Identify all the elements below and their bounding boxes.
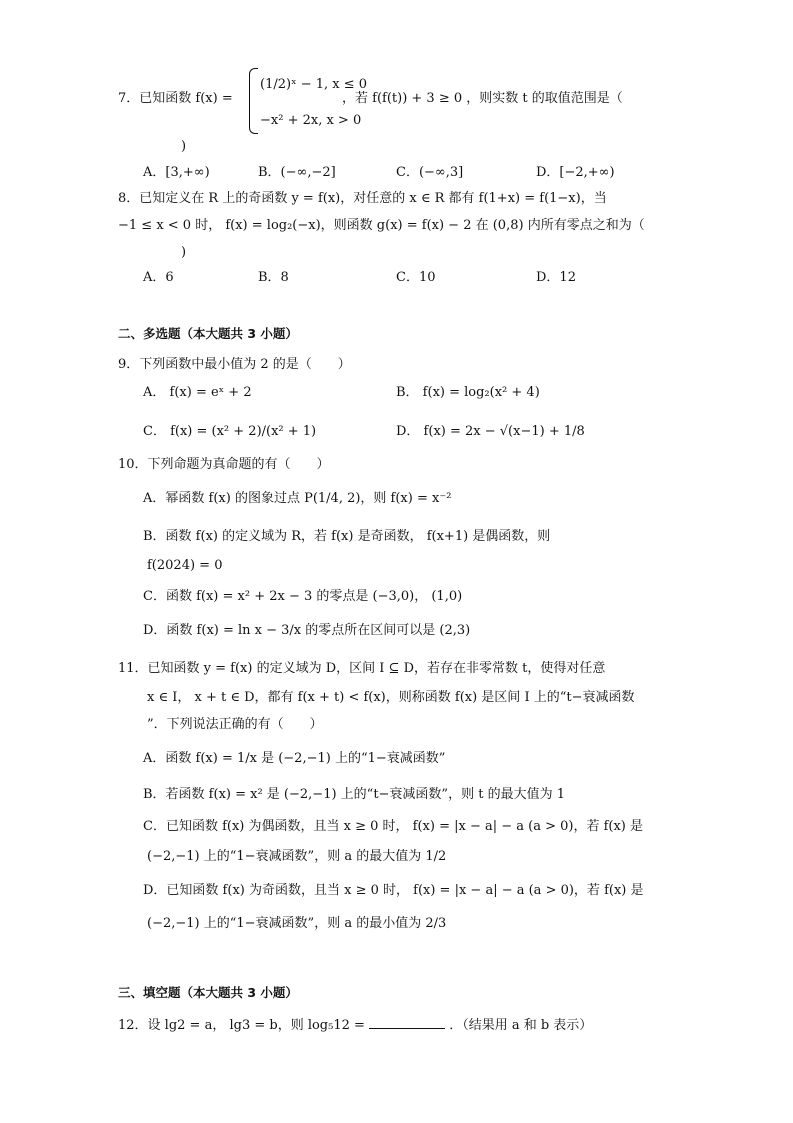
q12-prefix: 12．设 lg2 = a， lg3 = b，则 log₅12 = bbox=[118, 1018, 365, 1033]
q11-option-b[interactable]: B．若函数 f(x) = x² 是 (−2,−1) 上的“t−衰减函数”，则 t 的最大值为 1 bbox=[143, 787, 565, 802]
q9-stem: 9．下列函数中最小值为 2 的是（ ） bbox=[118, 357, 351, 372]
piecewise-brace bbox=[249, 68, 258, 134]
q7-piece-2: −x² + 2x, x > 0 bbox=[260, 113, 362, 128]
q9-option-c[interactable]: C． f(x) = (x² + 2)/(x² + 1) bbox=[143, 424, 317, 439]
q8-option-a[interactable]: A．6 bbox=[143, 270, 174, 285]
q10-option-b-continued: f(2024) = 0 bbox=[147, 558, 223, 573]
q10-option-a[interactable]: A．幂函数 f(x) 的图象过点 P(1/4, 2)，则 f(x) = x⁻² bbox=[143, 491, 452, 506]
q7-option-b[interactable]: B．(−∞,−2] bbox=[258, 165, 336, 180]
q10-stem: 10．下列命题为真命题的有（ ） bbox=[118, 457, 330, 472]
q7-option-a[interactable]: A．[3,+∞) bbox=[143, 165, 210, 180]
q10-option-d[interactable]: D．函数 f(x) = ln x − 3/x 的零点所在区间可以是 (2,3) bbox=[143, 623, 471, 638]
q12-answer-blank[interactable] bbox=[369, 1015, 445, 1029]
q7-prefix: 7．已知函数 bbox=[118, 91, 192, 106]
q8-option-d[interactable]: D．12 bbox=[536, 270, 576, 285]
q8-option-b[interactable]: B．8 bbox=[258, 270, 289, 285]
q11-option-c-continued: (−2,−1) 上的“1−衰减函数”，则 a 的最大值为 1/2 bbox=[147, 849, 447, 864]
q12-suffix: ．（结果用 a 和 b 表示） bbox=[449, 1018, 593, 1033]
section-heading-fill-in: 三、填空题（本大题共 3 小题） bbox=[118, 985, 298, 1000]
q7-option-d[interactable]: D．[−2,+∞) bbox=[536, 165, 615, 180]
q9-option-a[interactable]: A． f(x) = eˣ + 2 bbox=[143, 385, 252, 400]
q11-stem-line-1: 11．已知函数 y = f(x) 的定义域为 D，区间 I ⊆ D，若存在非零常数 t，使得对任意 bbox=[118, 661, 606, 676]
q8-close-paren: ) bbox=[181, 245, 187, 260]
q8-option-c[interactable]: C．10 bbox=[396, 270, 436, 285]
q11-option-d-continued: (−2,−1) 上的“1−衰减函数”，则 a 的最小值为 2/3 bbox=[147, 916, 447, 931]
section-heading-multiple-choice: 二、多选题（本大题共 3 小题） bbox=[118, 326, 298, 341]
q11-option-a[interactable]: A．函数 f(x) = 1/x 是 (−2,−1) 上的“1−衰减函数” bbox=[143, 751, 446, 766]
q7-option-c[interactable]: C．(−∞,3] bbox=[396, 165, 464, 180]
q11-option-d[interactable]: D．已知函数 f(x) 为奇函数，且当 x ≥ 0 时， f(x) = |x − a| − a (a > 0)，若 f(x) 是 bbox=[143, 883, 644, 898]
q9-option-b[interactable]: B． f(x) = log₂(x² + 4) bbox=[396, 385, 540, 400]
q11-stem-line-2: x ∈ I， x + t ∈ D，都有 f(x + t) < f(x)，则称函数 f(x) 是区间 I 上的“t−衰减函数 bbox=[147, 690, 635, 705]
q7-close-paren: ) bbox=[181, 139, 187, 154]
q12-stem bbox=[118, 1015, 592, 1035]
q7-piece-1: (1/2)ˣ − 1, x ≤ 0 bbox=[260, 77, 368, 92]
q10-option-b[interactable]: B．函数 f(x) 的定义域为 R，若 f(x) 是奇函数， f(x+1) 是偶函数，则 bbox=[143, 529, 551, 544]
q11-stem-line-3: ”．下列说法正确的有（ ） bbox=[147, 717, 323, 732]
q10-option-c[interactable]: C．函数 f(x) = x² + 2x − 3 的零点是 (−3,0)， (1,0) bbox=[143, 589, 463, 604]
q7-function-name: f(x) = bbox=[195, 91, 233, 106]
q9-option-d[interactable]: D． f(x) = 2x − √(x−1) + 1/8 bbox=[396, 424, 585, 439]
q7-stem-start bbox=[118, 90, 233, 108]
q8-stem-line-1: 8．已知定义在 R 上的奇函数 y = f(x)，对任意的 x ∈ R 都有 f(1+x) = f(1−x)，当 bbox=[118, 191, 607, 206]
q7-stem-end: ，若 f(f(t)) + 3 ≥ 0 ，则实数 t 的取值范围是（ bbox=[342, 91, 623, 106]
q8-stem-line-2: −1 ≤ x < 0 时， f(x) = log₂(−x)，则函数 g(x) = f(x) − 2 在 (0,8) 内所有零点之和为（ bbox=[118, 218, 645, 233]
q11-option-c[interactable]: C．已知函数 f(x) 为偶函数，且当 x ≥ 0 时， f(x) = |x − a| − a (a > 0)，若 f(x) 是 bbox=[143, 819, 644, 834]
